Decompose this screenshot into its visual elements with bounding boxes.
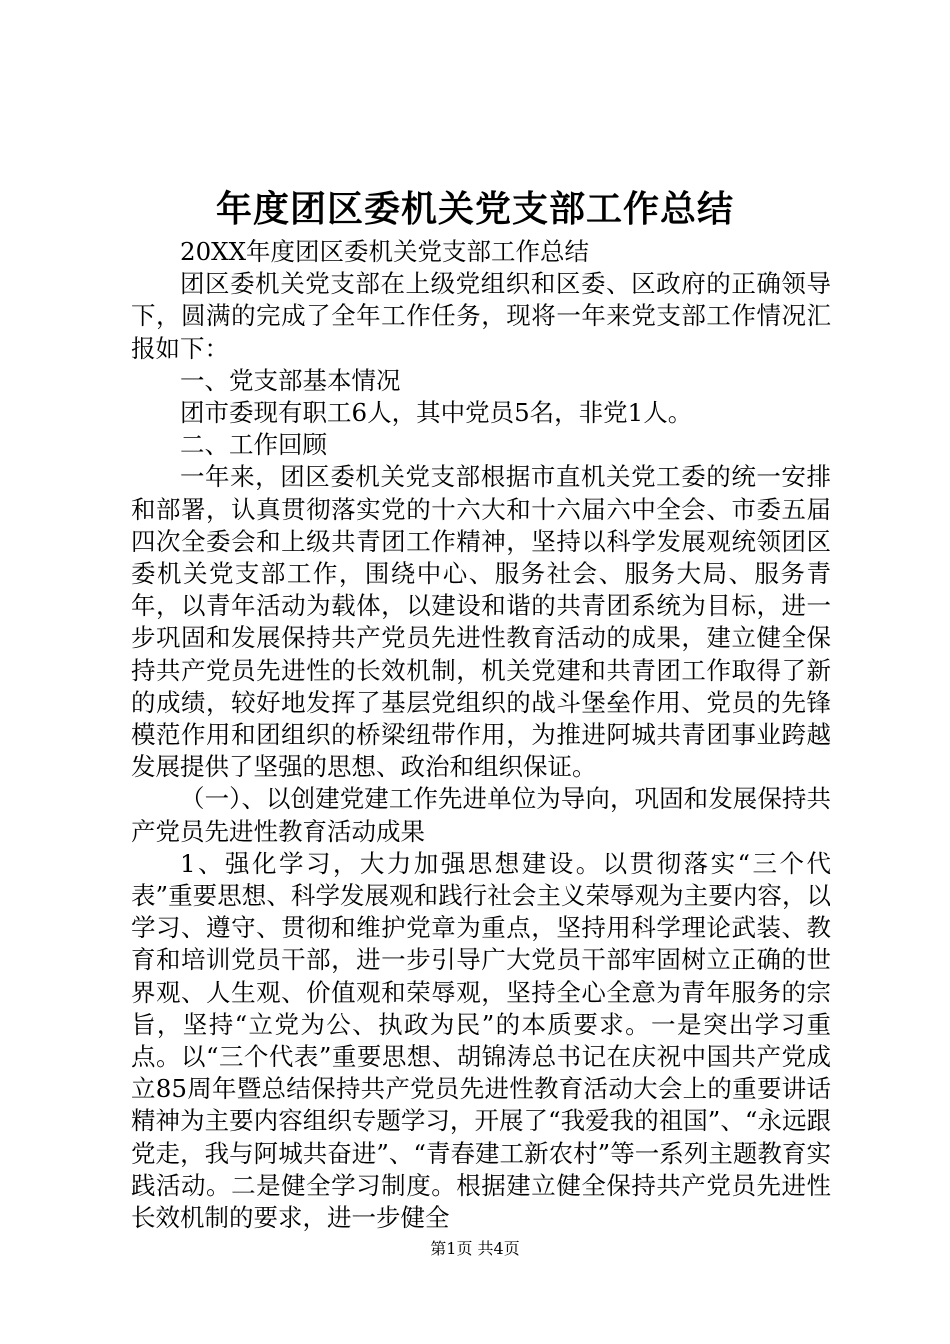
document-title: 年度团区委机关党支部工作总结 xyxy=(215,188,734,230)
paragraph-staff: 团市委现有职工6人，其中党员5名，非党1人。 xyxy=(180,398,693,428)
paragraph-subtitle: 20XX年度团区委机关党支部工作总结 xyxy=(180,237,590,266)
heading-subsection-1: （一）、以创建党建工作先进单位为导向，巩固和发展保持共产党员先进性教育活动成果 xyxy=(131,784,831,846)
paragraph-intro: 团区委机关党支部在上级党组织和区委、区政府的正确领导下，圆满的完成了全年工作任务，现将一年来党支部工作情况汇报如下： xyxy=(131,269,831,363)
paragraph-study: 1、强化学习，大力加强思想建设。以贯彻落实“三个代表”重要思想、科学发展观和践行社会主义荣辱观为主要内容，以学习、遵守、贯彻和维护党章为重点，坚持用科学理论武装、教育和培训党员干部，进一步引导广大党员干部牢固树立正确的世界观、人生观、价值观和荣辱观，坚持全心全意为青年服务的宗旨，坚持“立党为公、执政为民”的本质要求。一是突出学习重点。以“三个代表”重要思想、胡锦涛总书记在庆祝中国共产党成立85周年暨总结保持共产党员先进性教育活动大会上的重要讲话精神为主要内容组织专题学习，开展了“我爱我的祖国”、“永远跟党走，我与阿城共奋进”、“青春建工新农村”等一系列主题教育实践活动。二是健全学习制度。根据建立健全保持共产党员先进性长效机制的要求，进一步健全 xyxy=(131,848,831,1233)
page-footer: 第1页 共4页 xyxy=(430,1239,520,1258)
heading-section-2: 二、工作回顾 xyxy=(180,430,327,460)
paragraph-review: 一年来，团区委机关党支部根据市直机关党工委的统一安排和部署，认真贯彻落实党的十六大和十六届六中全会、市委五届四次全委会和上级共青团工作精神，坚持以科学发展观统领团区委机关党支部工作，围绕中心、服务社会、服务大局、服务青年，以青年活动为载体，以建设和谐的共青团系统为目标，进一步巩固和发展保持共产党员先进性教育活动的成果，建立健全保持共产党员先进性的长效机制，机关党建和共青团工作取得了新的成绩，较好地发挥了基层党组织的战斗堡垒作用、党员的先锋模范作用和团组织的桥梁纽带作用，为推进阿城共青团事业跨越发展提供了坚强的思想、政治和组织保证。 xyxy=(131,462,831,782)
document-body xyxy=(131,236,831,1234)
heading-section-1: 一、党支部基本情况 xyxy=(180,365,401,395)
